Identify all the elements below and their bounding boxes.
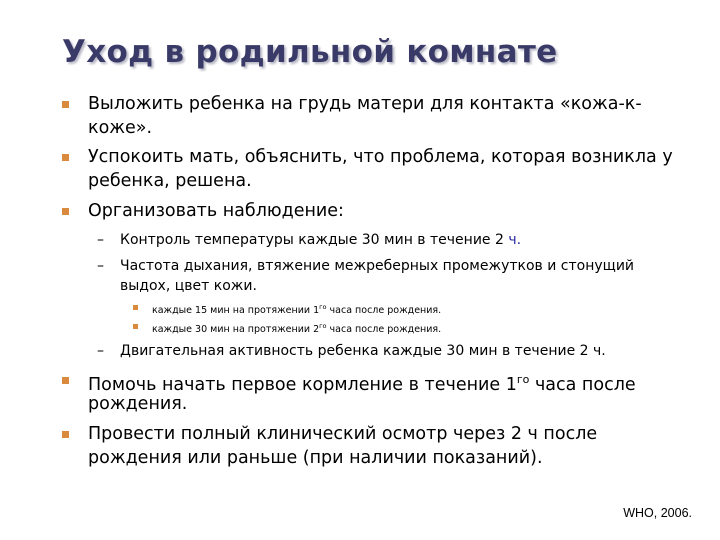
bullet-4-sup: го <box>516 373 530 386</box>
sub-1-number: 2 <box>494 232 504 248</box>
sub-1-part: мин в течение <box>379 232 495 248</box>
bullet-3-line-1: Организовать наблюдение: <box>88 201 344 221</box>
subsub-2-text <box>152 320 441 336</box>
sub-2-line-2: выдох, цвет кожи. <box>120 278 257 294</box>
sub-1-part: Контроль температуры каждые <box>120 232 362 248</box>
bullet-2-line-2: ребенка, решена. <box>88 171 252 191</box>
subsub-1-text <box>152 301 441 317</box>
bullet-marker <box>62 377 69 384</box>
sub-1-number: 30 <box>361 232 380 248</box>
subsub-2-part: часа после рождения. <box>326 324 442 336</box>
source-citation: WHO, 2006. <box>623 506 692 520</box>
bullet-1-line-1: Выложить ребенка на грудь матери для контакта «кожа-к- <box>88 94 642 114</box>
subsub-marker <box>133 324 138 329</box>
sub-1-unit: ч. <box>503 232 522 248</box>
bullet-marker <box>62 431 69 438</box>
bullet-4-line-2: рождения. <box>88 394 188 414</box>
bullet-5-line-2: рождения или раньше (при наличии показаний). <box>88 448 543 468</box>
subsub-1-part: часа после рождения. <box>326 305 442 317</box>
subsub-2-sup: го <box>319 322 327 330</box>
sub-dash: – <box>97 232 104 248</box>
bullet-marker <box>62 101 69 108</box>
subsub-marker <box>133 305 138 310</box>
bullet-marker <box>62 154 69 161</box>
subsub-1-sup: го <box>319 303 327 311</box>
bullet-5-line-1: Провести полный клинический осмотр через 2 ч после <box>88 424 598 444</box>
bullet-1-line-2: коже». <box>88 118 153 138</box>
sub-1-text <box>120 230 521 250</box>
bullet-marker <box>62 208 69 215</box>
bullet-4-part: Помочь начать первое кормление в течение 1 <box>88 374 517 395</box>
bullet-4-part: часа после <box>529 374 636 395</box>
subsub-1-part: каждые 15 мин на протяжении 1 <box>152 305 320 317</box>
bullet-2-line-1: Успокоить мать, объяснить, что проблема, которая возникла у <box>88 147 673 167</box>
sub-3-text: Двигательная активность ребенка каждые 30 мин в течение 2 ч. <box>120 343 606 359</box>
sub-2-line-1: Частота дыхания, втяжение межреберных промежутков и стонущий <box>120 258 635 274</box>
sub-dash: – <box>97 258 104 274</box>
subsub-2-part: каждые 30 мин на протяжении 2 <box>152 324 320 336</box>
page-title: Уход в родильной комнате <box>62 34 558 70</box>
sub-dash: – <box>97 343 104 359</box>
